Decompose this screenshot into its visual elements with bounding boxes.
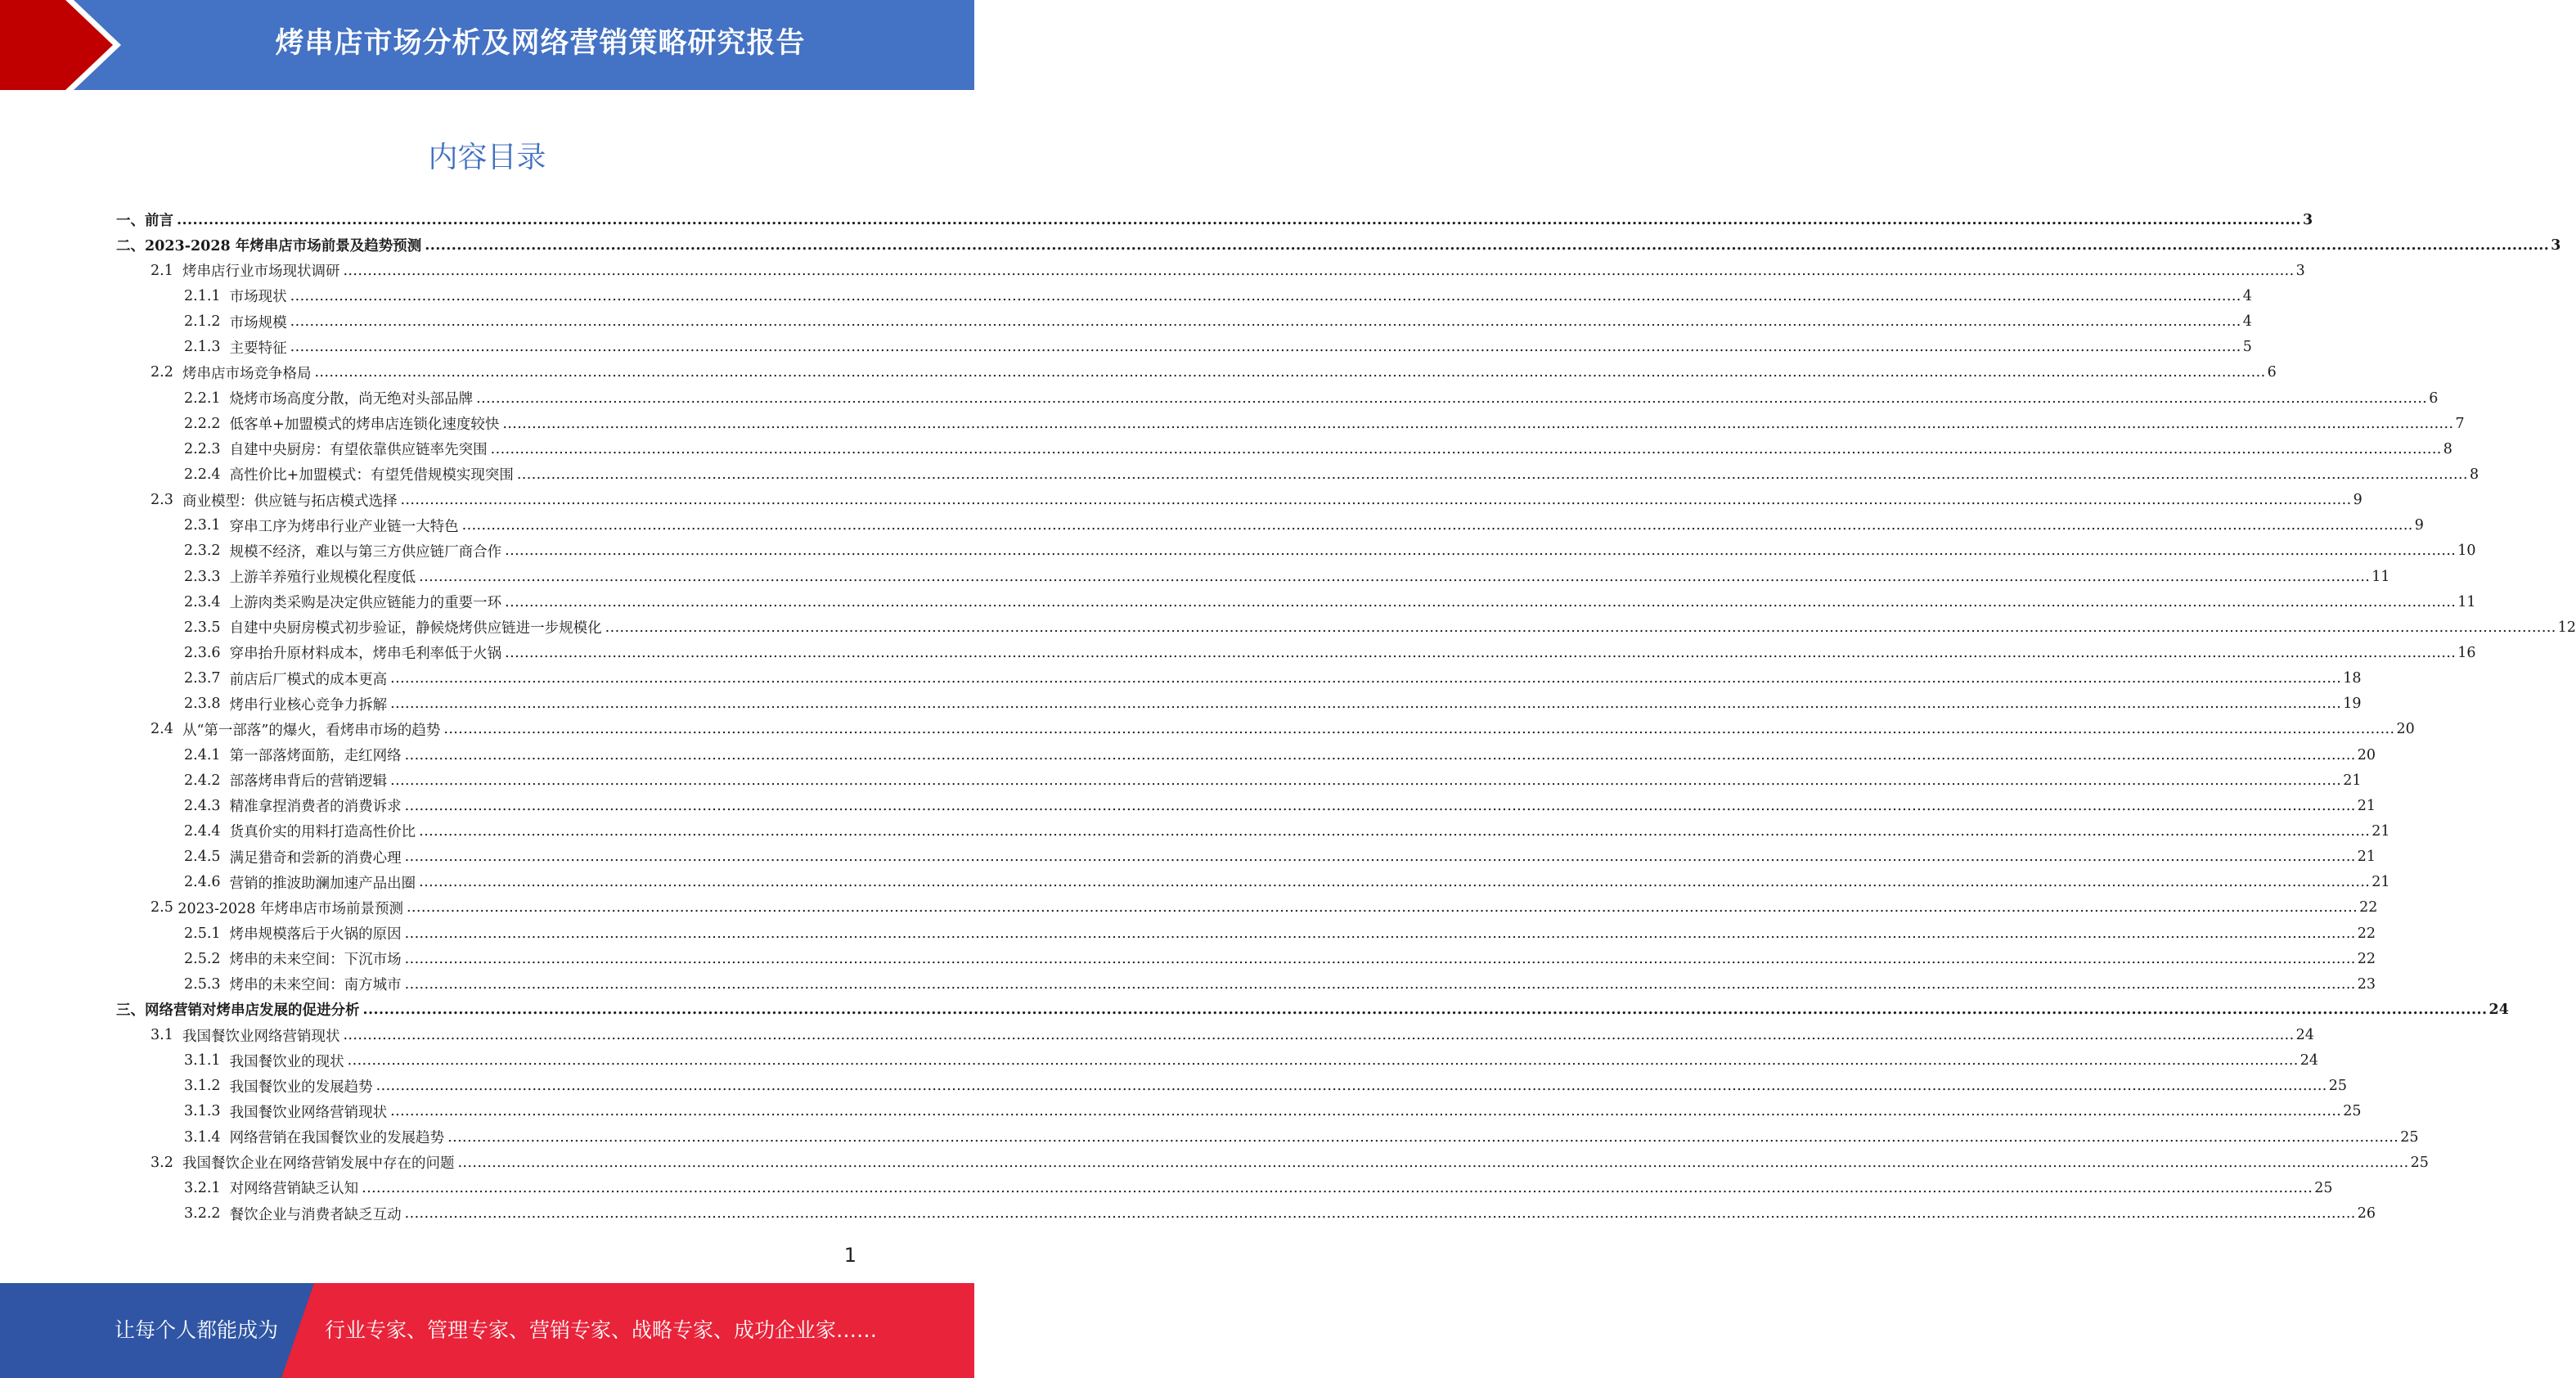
- toc-entry[interactable]: [0, 895, 2378, 921]
- toc-entry-number: 2.3: [151, 492, 182, 509]
- toc-entry-page: 12: [2557, 619, 2576, 636]
- toc-entry-number: 2.2: [151, 364, 182, 381]
- toc-entry-number: 3.2.2: [184, 1205, 230, 1223]
- toc-dot-leader: ................................................................................................................................................................................................................................................................................................................................................................................................................: [343, 262, 2295, 279]
- header-band: [0, 0, 974, 90]
- toc-dot-leader: ................................................................................................................................................................................................................................................................................................................................................................................................................: [404, 746, 2356, 763]
- toc-entry-title: 前店后厂模式的成本更高: [229, 671, 388, 688]
- toc-dot-leader: ................................................................................................................................................................................................................................................................................................................................................................................................................: [390, 696, 2342, 713]
- toc-entry-title: 烤串的未来空间：下沉市场: [229, 952, 402, 969]
- toc-entry[interactable]: [0, 717, 2415, 742]
- toc-entry[interactable]: [0, 335, 2252, 360]
- toc-entry-number: 3.1.3: [184, 1103, 230, 1120]
- toc-dot-leader: ................................................................................................................................................................................................................................................................................................................................................................................................................: [505, 593, 2457, 610]
- toc-dot-leader: ................................................................................................................................................................................................................................................................................................................................................................................................................: [447, 1128, 2399, 1146]
- toc-entry[interactable]: [0, 997, 2509, 1022]
- toc-entry-page: 8: [2443, 440, 2452, 457]
- toc-entry-page: 21: [2343, 772, 2362, 789]
- toc-entry-number: 3.2: [151, 1154, 182, 1171]
- toc-entry-page: 19: [2343, 696, 2362, 713]
- toc-entry[interactable]: [0, 436, 2452, 462]
- toc-entry-number: 2.4.2: [184, 772, 230, 789]
- toc-dot-leader: ................................................................................................................................................................................................................................................................................................................................................................................................................: [347, 1052, 2299, 1070]
- toc-entry[interactable]: [0, 615, 2576, 640]
- toc-entry[interactable]: [0, 640, 2476, 665]
- toc-entry-title: 从“第一部落”的爆火，看烤串市场的趋势: [182, 722, 441, 739]
- toc-entry-number: 2.1.2: [184, 313, 230, 331]
- toc-entry-title: 前言: [145, 213, 173, 230]
- toc-entry[interactable]: [0, 1023, 2314, 1048]
- toc-entry-page: 10: [2457, 543, 2476, 560]
- report-title: 烤串店市场分析及网络营销策略研究报告: [275, 27, 806, 60]
- toc-entry-title: 主要特征: [229, 340, 287, 357]
- toc-entry-number: 3.1.1: [184, 1052, 230, 1070]
- toc-entry-title: 高性价比+加盟模式：有望凭借规模实现突围: [229, 467, 514, 484]
- toc-entry-number: 2.2.4: [184, 466, 230, 483]
- toc-entry-page: 25: [2400, 1128, 2419, 1146]
- header-chevron-icon: [0, 0, 123, 90]
- toc-dot-leader: ................................................................................................................................................................................................................................................................................................................................................................................................................: [404, 975, 2356, 993]
- toc-entry-title: 商业模型：供应链与拓店模式选择: [182, 493, 398, 510]
- toc-entry[interactable]: [0, 870, 2390, 895]
- toc-entry-number: 3.1: [151, 1027, 182, 1044]
- toc-entry-title: 自建中央厨房：有望依靠供应链率先突围: [229, 442, 488, 459]
- toc-entry-page: 21: [2357, 797, 2376, 814]
- toc-entry[interactable]: [0, 946, 2376, 971]
- toc-entry-page: 21: [2357, 849, 2376, 866]
- toc-entry-title: 2023-2028 年烤串店市场前景预测: [178, 900, 403, 917]
- toc-entry[interactable]: [0, 207, 2313, 232]
- toc-entry-page: 7: [2455, 415, 2465, 432]
- toc-dot-leader: ................................................................................................................................................................................................................................................................................................................................................................................................................: [362, 1001, 2488, 1018]
- toc-entry-number: 2.4.6: [184, 874, 230, 891]
- toc-entry-title: 网络营销对烤串店发展的促进分析: [145, 1002, 360, 1020]
- toc-entry-title: 网络营销在我国餐饮业的发展趋势: [229, 1130, 445, 1147]
- toc-entry-title: 自建中央厨房模式初步验证，静候烧烤供应链进一步规模化: [229, 620, 602, 637]
- toc-entry-title: 市场现状: [229, 289, 287, 306]
- toc-entry-page: 3: [2303, 211, 2313, 228]
- toc-dot-leader: ................................................................................................................................................................................................................................................................................................................................................................................................................: [419, 874, 2371, 891]
- toc-dot-leader: ................................................................................................................................................................................................................................................................................................................................................................................................................: [343, 1027, 2295, 1044]
- toc-entry-number: 3.1.4: [184, 1128, 230, 1146]
- toc-entry-page: 25: [2343, 1103, 2362, 1120]
- toc-entry[interactable]: [0, 488, 2362, 513]
- toc-entry-title: 我国餐饮业的发展趋势: [229, 1079, 373, 1096]
- toc-entry-number: 3.2.1: [184, 1179, 230, 1196]
- toc-entry-number: 2.4.4: [184, 822, 230, 840]
- toc-entry-page: 23: [2357, 975, 2376, 993]
- toc-entry-page: 24: [2300, 1052, 2319, 1070]
- toc-entry-number: 2.3.2: [184, 543, 230, 560]
- footer-slogan-right: 行业专家、管理专家、营销专家、战略专家、成功企业家……: [325, 1318, 878, 1342]
- toc-entry-number: 2.5.2: [184, 950, 230, 967]
- toc-entry-number: 2.2.2: [184, 415, 230, 432]
- toc-dot-leader: ................................................................................................................................................................................................................................................................................................................................................................................................................: [505, 543, 2457, 560]
- toc-dot-leader: ................................................................................................................................................................................................................................................................................................................................................................................................................: [375, 1078, 2327, 1095]
- toc-entry-title: 对网络营销缺乏认知: [229, 1181, 359, 1198]
- toc-entry-title: 规模不经济，难以与第三方供应链厂商合作: [229, 543, 502, 561]
- toc-entry-number: 2.3.7: [184, 670, 230, 687]
- toc-entry-title: 营销的推波助澜加速产品出圈: [229, 875, 416, 892]
- toc-dot-leader: ................................................................................................................................................................................................................................................................................................................................................................................................................: [290, 339, 2241, 356]
- toc-dot-leader: ................................................................................................................................................................................................................................................................................................................................................................................................................: [476, 390, 2428, 407]
- toc-dot-leader: ................................................................................................................................................................................................................................................................................................................................................................................................................: [502, 415, 2454, 432]
- toc-dot-leader: ................................................................................................................................................................................................................................................................................................................................................................................................................: [406, 899, 2358, 916]
- toc-entry-page: 5: [2242, 339, 2252, 356]
- toc-entry-number: 2.1.3: [184, 339, 230, 356]
- toc-dot-leader: ................................................................................................................................................................................................................................................................................................................................................................................................................: [404, 950, 2356, 967]
- toc-entry[interactable]: [0, 971, 2376, 997]
- toc-entry-number: 2.5.3: [184, 975, 230, 993]
- toc-dot-leader: ................................................................................................................................................................................................................................................................................................................................................................................................................: [177, 211, 2302, 228]
- toc-dot-leader: ................................................................................................................................................................................................................................................................................................................................................................................................................: [290, 287, 2241, 304]
- toc-entry-number: 一、: [116, 213, 145, 230]
- toc-entry-number: 2.5.1: [184, 925, 230, 942]
- toc-entry[interactable]: [0, 538, 2476, 564]
- toc-dot-leader: ................................................................................................................................................................................................................................................................................................................................................................................................................: [390, 772, 2342, 789]
- toc-dot-leader: ................................................................................................................................................................................................................................................................................................................................................................................................................: [390, 1103, 2342, 1120]
- toc-entry-title: 第一部落烤面筋，走红网络: [229, 748, 402, 765]
- toc-entry-page: 22: [2357, 950, 2376, 967]
- toc-entry[interactable]: [0, 742, 2376, 768]
- toc-dot-leader: ................................................................................................................................................................................................................................................................................................................................................................................................................: [404, 797, 2356, 814]
- toc-entry-title: 上游羊养殖行业规模化程度低: [229, 570, 416, 587]
- toc-entry-number: 2.2.3: [184, 440, 230, 457]
- toc-entry-page: 6: [2267, 364, 2277, 381]
- toc-entry[interactable]: [0, 411, 2465, 436]
- footer-slogan-left: 让每个人都能成为: [115, 1318, 279, 1342]
- toc-dot-leader: ................................................................................................................................................................................................................................................................................................................................................................................................................: [419, 568, 2371, 585]
- toc-entry-page: 11: [2457, 593, 2476, 610]
- toc-entry[interactable]: [0, 309, 2252, 335]
- toc-entry[interactable]: [0, 1150, 2429, 1175]
- toc-dot-leader: ................................................................................................................................................................................................................................................................................................................................................................................................................: [362, 1179, 2313, 1196]
- toc-dot-leader: ................................................................................................................................................................................................................................................................................................................................................................................................................: [404, 925, 2356, 942]
- toc-entry-number: 2.1.1: [184, 287, 230, 304]
- toc-entry-page: 3: [2295, 262, 2305, 279]
- toc-entry-page: 4: [2242, 313, 2252, 331]
- toc-dot-leader: ................................................................................................................................................................................................................................................................................................................................................................................................................: [605, 619, 2556, 636]
- toc-entry-page: 6: [2429, 390, 2439, 407]
- toc-entry-page: 21: [2371, 874, 2390, 891]
- toc-entry-number: 2.4: [151, 721, 182, 738]
- toc-entry-title: 2023-2028 年烤串店市场前景及趋势预测: [145, 238, 422, 255]
- toc-entry-page: 18: [2343, 670, 2362, 687]
- toc-dot-leader: ................................................................................................................................................................................................................................................................................................................................................................................................................: [516, 466, 2468, 483]
- toc-entry-number: 2.3.3: [184, 568, 230, 585]
- toc-entry-page: 22: [2357, 925, 2376, 942]
- toc-entry-title: 低客单+加盟模式的烤串店连锁化速度较快: [229, 417, 500, 434]
- toc-entry[interactable]: [0, 1124, 2419, 1150]
- toc-entry-title: 烤串店行业市场现状调研: [182, 263, 340, 281]
- toc-entry-page: 22: [2359, 899, 2378, 916]
- toc-entry[interactable]: [0, 1175, 2333, 1200]
- toc-dot-leader: ................................................................................................................................................................................................................................................................................................................................................................................................................: [290, 313, 2241, 331]
- toc-entry-number: 2.3.5: [184, 619, 230, 636]
- toc-entry[interactable]: [0, 513, 2424, 538]
- toc-entry-number: 2.3.4: [184, 593, 230, 610]
- table-of-contents: [0, 207, 2576, 1227]
- toc-entry-number: 2.3.8: [184, 696, 230, 713]
- toc-entry[interactable]: [0, 564, 2390, 589]
- toc-entry-number: 3.1.2: [184, 1078, 230, 1095]
- toc-dot-leader: ................................................................................................................................................................................................................................................................................................................................................................................................................: [457, 1154, 2409, 1171]
- toc-entry[interactable]: [0, 258, 2305, 283]
- toc-dot-leader: ................................................................................................................................................................................................................................................................................................................................................................................................................: [461, 517, 2413, 534]
- toc-entry-title: 上游肉类采购是决定供应链能力的重要一环: [229, 595, 502, 612]
- toc-entry-title: 烤串规模落后于火锅的原因: [229, 926, 402, 943]
- toc-entry-page: 16: [2457, 644, 2476, 661]
- toc-entry-number: 2.4.5: [184, 849, 230, 866]
- toc-dot-leader: ................................................................................................................................................................................................................................................................................................................................................................................................................: [390, 670, 2342, 687]
- toc-entry-title: 市场规模: [229, 314, 287, 331]
- toc-entry-page: 20: [2357, 746, 2376, 763]
- toc-entry-page: 25: [2410, 1154, 2429, 1171]
- toc-entry-page: 3: [2551, 236, 2561, 254]
- toc-entry[interactable]: [0, 1074, 2348, 1099]
- toc-entry[interactable]: [0, 462, 2479, 487]
- toc-entry-title: 满足猎奇和尝新的消费心理: [229, 849, 402, 867]
- toc-entry[interactable]: [0, 232, 2561, 258]
- toc-entry-title: 我国餐饮业的现状: [229, 1053, 344, 1070]
- toc-entry[interactable]: [0, 283, 2252, 308]
- page-number: 1: [843, 1244, 856, 1267]
- toc-entry-title: 部落烤串背后的营销逻辑: [229, 773, 388, 790]
- toc-entry-page: 24: [2295, 1027, 2314, 1044]
- toc-entry-title: 我国餐饮企业在网络营销发展中存在的问题: [182, 1155, 455, 1173]
- toc-entry-number: 2.4.3: [184, 797, 230, 814]
- toc-entry-title: 穿串工序为烤串行业产业链一大特色: [229, 518, 459, 535]
- toc-dot-leader: ................................................................................................................................................................................................................................................................................................................................................................................................................: [314, 364, 2266, 381]
- toc-entry-title: 我国餐饮业网络营销现状: [229, 1104, 388, 1121]
- toc-dot-leader: ................................................................................................................................................................................................................................................................................................................................................................................................................: [443, 721, 2395, 738]
- toc-entry-number: 三、: [116, 1002, 145, 1020]
- toc-entry-number: 2.2.1: [184, 390, 230, 407]
- toc-entry-number: 2.1: [151, 262, 182, 279]
- toc-dot-leader: ................................................................................................................................................................................................................................................................................................................................................................................................................: [419, 822, 2371, 840]
- toc-dot-leader: ................................................................................................................................................................................................................................................................................................................................................................................................................: [490, 440, 2442, 457]
- toc-entry-page: 9: [2414, 517, 2424, 534]
- toc-entry-number: 2.4.1: [184, 746, 230, 763]
- toc-entry-page: 25: [2328, 1078, 2348, 1095]
- toc-entry[interactable]: [0, 1048, 2319, 1074]
- toc-entry-page: 20: [2396, 721, 2415, 738]
- toc-entry-title: 我国餐饮业网络营销现状: [182, 1028, 340, 1045]
- toc-dot-leader: ................................................................................................................................................................................................................................................................................................................................................................................................................: [404, 849, 2356, 866]
- toc-entry[interactable]: [0, 793, 2376, 818]
- toc-dot-leader: ................................................................................................................................................................................................................................................................................................................................................................................................................: [400, 492, 2352, 509]
- toc-entry-title: 烤串的未来空间：南方城市: [229, 977, 402, 994]
- toc-entry-page: 8: [2469, 466, 2479, 483]
- toc-entry-title: 穿串抬升原材料成本，烤串毛利率低于火锅: [229, 646, 502, 663]
- toc-entry[interactable]: [0, 385, 2439, 411]
- toc-entry-page: 21: [2371, 822, 2390, 840]
- toc-entry[interactable]: [0, 1099, 2362, 1124]
- toc-entry-number: 二、: [116, 238, 145, 255]
- footer-band: [0, 1283, 974, 1378]
- toc-entry[interactable]: [0, 360, 2277, 385]
- toc-entry-page: 25: [2314, 1179, 2333, 1196]
- toc-dot-leader: ................................................................................................................................................................................................................................................................................................................................................................................................................: [505, 644, 2457, 661]
- toc-entry[interactable]: [0, 921, 2376, 946]
- toc-dot-leader: ................................................................................................................................................................................................................................................................................................................................................................................................................: [404, 1205, 2356, 1223]
- toc-entry-number: 2.5: [151, 899, 178, 916]
- toc-entry-page: 4: [2242, 287, 2252, 304]
- toc-dot-leader: ................................................................................................................................................................................................................................................................................................................................................................................................................: [425, 236, 2550, 254]
- toc-entry-title: 烤串店市场竞争格局: [182, 365, 312, 382]
- toc-entry[interactable]: [0, 844, 2376, 870]
- toc-entry[interactable]: [0, 589, 2476, 615]
- toc-entry-title: 烤串行业核心竞争力拆解: [229, 696, 388, 714]
- toc-entry-title: 精准拿捏消费者的消费诉求: [229, 799, 402, 816]
- toc-entry-title: 货真价实的用料打造高性价比: [229, 824, 416, 841]
- toc-entry-title: 烧烤市场高度分散，尚无绝对头部品牌: [229, 391, 474, 408]
- toc-entry-page: 11: [2371, 568, 2390, 585]
- toc-entry-number: 2.3.1: [184, 517, 230, 534]
- toc-entry[interactable]: [0, 666, 2362, 691]
- toc-heading: 内容目录: [428, 141, 546, 174]
- toc-entry-title: 餐饮企业与消费者缺乏互动: [229, 1206, 402, 1223]
- toc-entry[interactable]: [0, 818, 2390, 844]
- toc-entry-page: 26: [2357, 1205, 2376, 1223]
- toc-entry[interactable]: [0, 691, 2362, 717]
- toc-entry-number: 2.3.6: [184, 644, 230, 661]
- toc-entry-page: 9: [2353, 492, 2362, 509]
- toc-entry[interactable]: [0, 1200, 2376, 1226]
- toc-entry[interactable]: [0, 768, 2362, 793]
- toc-entry-page: 24: [2488, 1001, 2509, 1018]
